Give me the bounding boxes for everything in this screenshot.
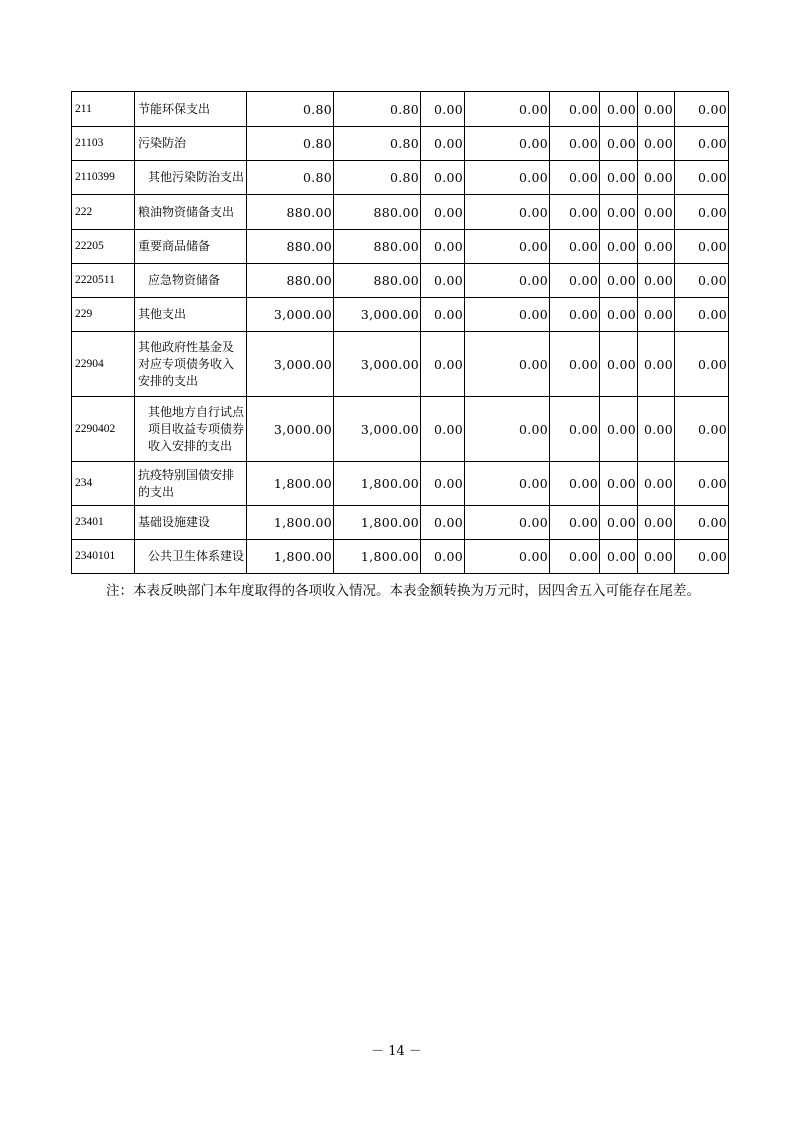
- amount-cell: 0.00: [638, 332, 675, 397]
- table-row: [72, 195, 729, 230]
- subject-code-cell: 2340101: [72, 540, 135, 574]
- subject-code-cell: 2220511: [72, 264, 135, 298]
- amount-cell: 0.00: [550, 506, 600, 540]
- amount-cell: 0.00: [600, 195, 638, 230]
- amount-cell: 0.00: [638, 92, 675, 127]
- amount-cell: 1,800.00: [247, 462, 334, 506]
- amount-cell: 880.00: [334, 264, 421, 298]
- subject-name-cell: 其他政府性基金及对应专项债务收入安排的支出: [135, 332, 247, 397]
- subject-code-cell: 2290402: [72, 397, 135, 462]
- subject-name-cell: 公共卫生体系建设: [135, 540, 247, 574]
- amount-cell: 0.00: [465, 264, 550, 298]
- amount-cell: 0.00: [638, 195, 675, 230]
- subject-code-cell: 2110399: [72, 161, 135, 195]
- amount-cell: 0.00: [600, 161, 638, 195]
- amount-cell: 0.00: [550, 264, 600, 298]
- amount-cell: 1,800.00: [334, 540, 421, 574]
- subject-name-cell: 其他支出: [135, 298, 247, 332]
- amount-cell: 0.00: [550, 462, 600, 506]
- amount-cell: 0.00: [421, 127, 465, 161]
- amount-cell: 3,000.00: [247, 397, 334, 462]
- subject-name-cell: 其他地方自行试点项目收益专项债券收入安排的支出: [135, 397, 247, 462]
- amount-cell: 0.80: [334, 92, 421, 127]
- amount-cell: 0.00: [675, 195, 729, 230]
- amount-cell: 3,000.00: [247, 298, 334, 332]
- amount-cell: 0.00: [550, 92, 600, 127]
- amount-cell: 0.00: [638, 298, 675, 332]
- amount-cell: 0.00: [638, 264, 675, 298]
- table-row: [72, 462, 729, 506]
- amount-cell: 0.80: [247, 92, 334, 127]
- amount-cell: 0.00: [421, 298, 465, 332]
- table-row: [72, 264, 729, 298]
- amount-cell: 0.00: [675, 462, 729, 506]
- amount-cell: 880.00: [247, 195, 334, 230]
- amount-cell: 0.00: [465, 540, 550, 574]
- subject-name-cell: 应急物资储备: [135, 264, 247, 298]
- amount-cell: 0.00: [421, 506, 465, 540]
- amount-cell: 0.00: [600, 332, 638, 397]
- amount-cell: 0.80: [334, 161, 421, 195]
- subject-name-cell: 重要商品储备: [135, 230, 247, 264]
- table-row: [72, 161, 729, 195]
- amount-cell: 0.00: [675, 332, 729, 397]
- amount-cell: 880.00: [247, 230, 334, 264]
- amount-cell: 0.00: [465, 161, 550, 195]
- subject-name-cell: 污染防治: [135, 127, 247, 161]
- amount-cell: 0.00: [675, 161, 729, 195]
- amount-cell: 3,000.00: [334, 332, 421, 397]
- table-row: [72, 332, 729, 397]
- amount-cell: 3,000.00: [247, 332, 334, 397]
- amount-cell: 0.00: [550, 397, 600, 462]
- subject-code-cell: 211: [72, 92, 135, 127]
- subject-code-cell: 22205: [72, 230, 135, 264]
- amount-cell: 0.00: [638, 506, 675, 540]
- amount-cell: 0.00: [465, 397, 550, 462]
- amount-cell: 0.00: [600, 92, 638, 127]
- subject-code-cell: 234: [72, 462, 135, 506]
- table-note: 注：本表反映部门本年度取得的各项收入情况。本表金额转换为万元时，因四舍五入可能存在尾差。: [106, 583, 700, 599]
- amount-cell: 3,000.00: [334, 397, 421, 462]
- amount-cell: 0.00: [421, 161, 465, 195]
- table-row: [72, 540, 729, 574]
- amount-cell: 0.00: [638, 397, 675, 462]
- amount-cell: 0.00: [600, 397, 638, 462]
- amount-cell: 0.00: [675, 264, 729, 298]
- amount-cell: 1,800.00: [334, 506, 421, 540]
- amount-cell: 0.00: [638, 462, 675, 506]
- amount-cell: 0.00: [465, 127, 550, 161]
- amount-cell: 1,800.00: [247, 506, 334, 540]
- amount-cell: 0.00: [550, 195, 600, 230]
- amount-cell: 0.00: [421, 332, 465, 397]
- amount-cell: 0.00: [421, 92, 465, 127]
- subject-code-cell: 22904: [72, 332, 135, 397]
- amount-cell: 880.00: [334, 230, 421, 264]
- amount-cell: 0.00: [421, 195, 465, 230]
- amount-cell: 0.00: [675, 230, 729, 264]
- table-row: [72, 92, 729, 127]
- table-row: [72, 230, 729, 264]
- amount-cell: 0.00: [465, 462, 550, 506]
- amount-cell: 880.00: [247, 264, 334, 298]
- amount-cell: 0.80: [247, 127, 334, 161]
- subject-name-cell: 抗疫特别国债安排的支出: [135, 462, 247, 506]
- income-table: [71, 91, 729, 574]
- amount-cell: 0.00: [421, 462, 465, 506]
- amount-cell: 0.00: [600, 462, 638, 506]
- amount-cell: 0.00: [675, 92, 729, 127]
- amount-cell: 0.00: [465, 92, 550, 127]
- amount-cell: 0.00: [421, 230, 465, 264]
- amount-cell: 0.00: [638, 230, 675, 264]
- amount-cell: 0.00: [550, 230, 600, 264]
- table-body: [72, 92, 729, 574]
- amount-cell: 0.00: [638, 540, 675, 574]
- subject-name-cell: 基础设施建设: [135, 506, 247, 540]
- amount-cell: 0.00: [465, 195, 550, 230]
- subject-code-cell: 23401: [72, 506, 135, 540]
- amount-cell: 0.00: [421, 397, 465, 462]
- amount-cell: 0.00: [600, 298, 638, 332]
- amount-cell: 0.00: [465, 332, 550, 397]
- amount-cell: 0.00: [421, 264, 465, 298]
- amount-cell: 880.00: [334, 195, 421, 230]
- amount-cell: 0.00: [675, 298, 729, 332]
- table-row: [72, 397, 729, 462]
- amount-cell: 0.00: [550, 332, 600, 397]
- amount-cell: 0.00: [600, 506, 638, 540]
- table-row: [72, 506, 729, 540]
- amount-cell: 0.00: [550, 127, 600, 161]
- amount-cell: 0.00: [550, 161, 600, 195]
- amount-cell: 0.00: [550, 540, 600, 574]
- amount-cell: 0.00: [600, 230, 638, 264]
- amount-cell: 3,000.00: [334, 298, 421, 332]
- page-number: － 14 －: [371, 1044, 422, 1059]
- amount-cell: 0.00: [675, 127, 729, 161]
- subject-code-cell: 21103: [72, 127, 135, 161]
- table-row: [72, 127, 729, 161]
- amount-cell: 0.00: [675, 397, 729, 462]
- amount-cell: 0.00: [600, 127, 638, 161]
- amount-cell: 0.80: [334, 127, 421, 161]
- subject-name-cell: 节能环保支出: [135, 92, 247, 127]
- amount-cell: 0.00: [600, 264, 638, 298]
- amount-cell: 0.00: [638, 127, 675, 161]
- amount-cell: 0.00: [675, 540, 729, 574]
- amount-cell: 0.00: [638, 161, 675, 195]
- subject-name-cell: 粮油物资储备支出: [135, 195, 247, 230]
- table-row: [72, 298, 729, 332]
- amount-cell: 0.00: [421, 540, 465, 574]
- amount-cell: 1,800.00: [247, 540, 334, 574]
- amount-cell: 0.00: [675, 506, 729, 540]
- amount-cell: 0.00: [465, 298, 550, 332]
- amount-cell: 0.00: [465, 230, 550, 264]
- amount-cell: 0.00: [465, 506, 550, 540]
- subject-name-cell: 其他污染防治支出: [135, 161, 247, 195]
- subject-code-cell: 229: [72, 298, 135, 332]
- amount-cell: 1,800.00: [334, 462, 421, 506]
- subject-code-cell: 222: [72, 195, 135, 230]
- amount-cell: 0.00: [600, 540, 638, 574]
- amount-cell: 0.00: [550, 298, 600, 332]
- amount-cell: 0.80: [247, 161, 334, 195]
